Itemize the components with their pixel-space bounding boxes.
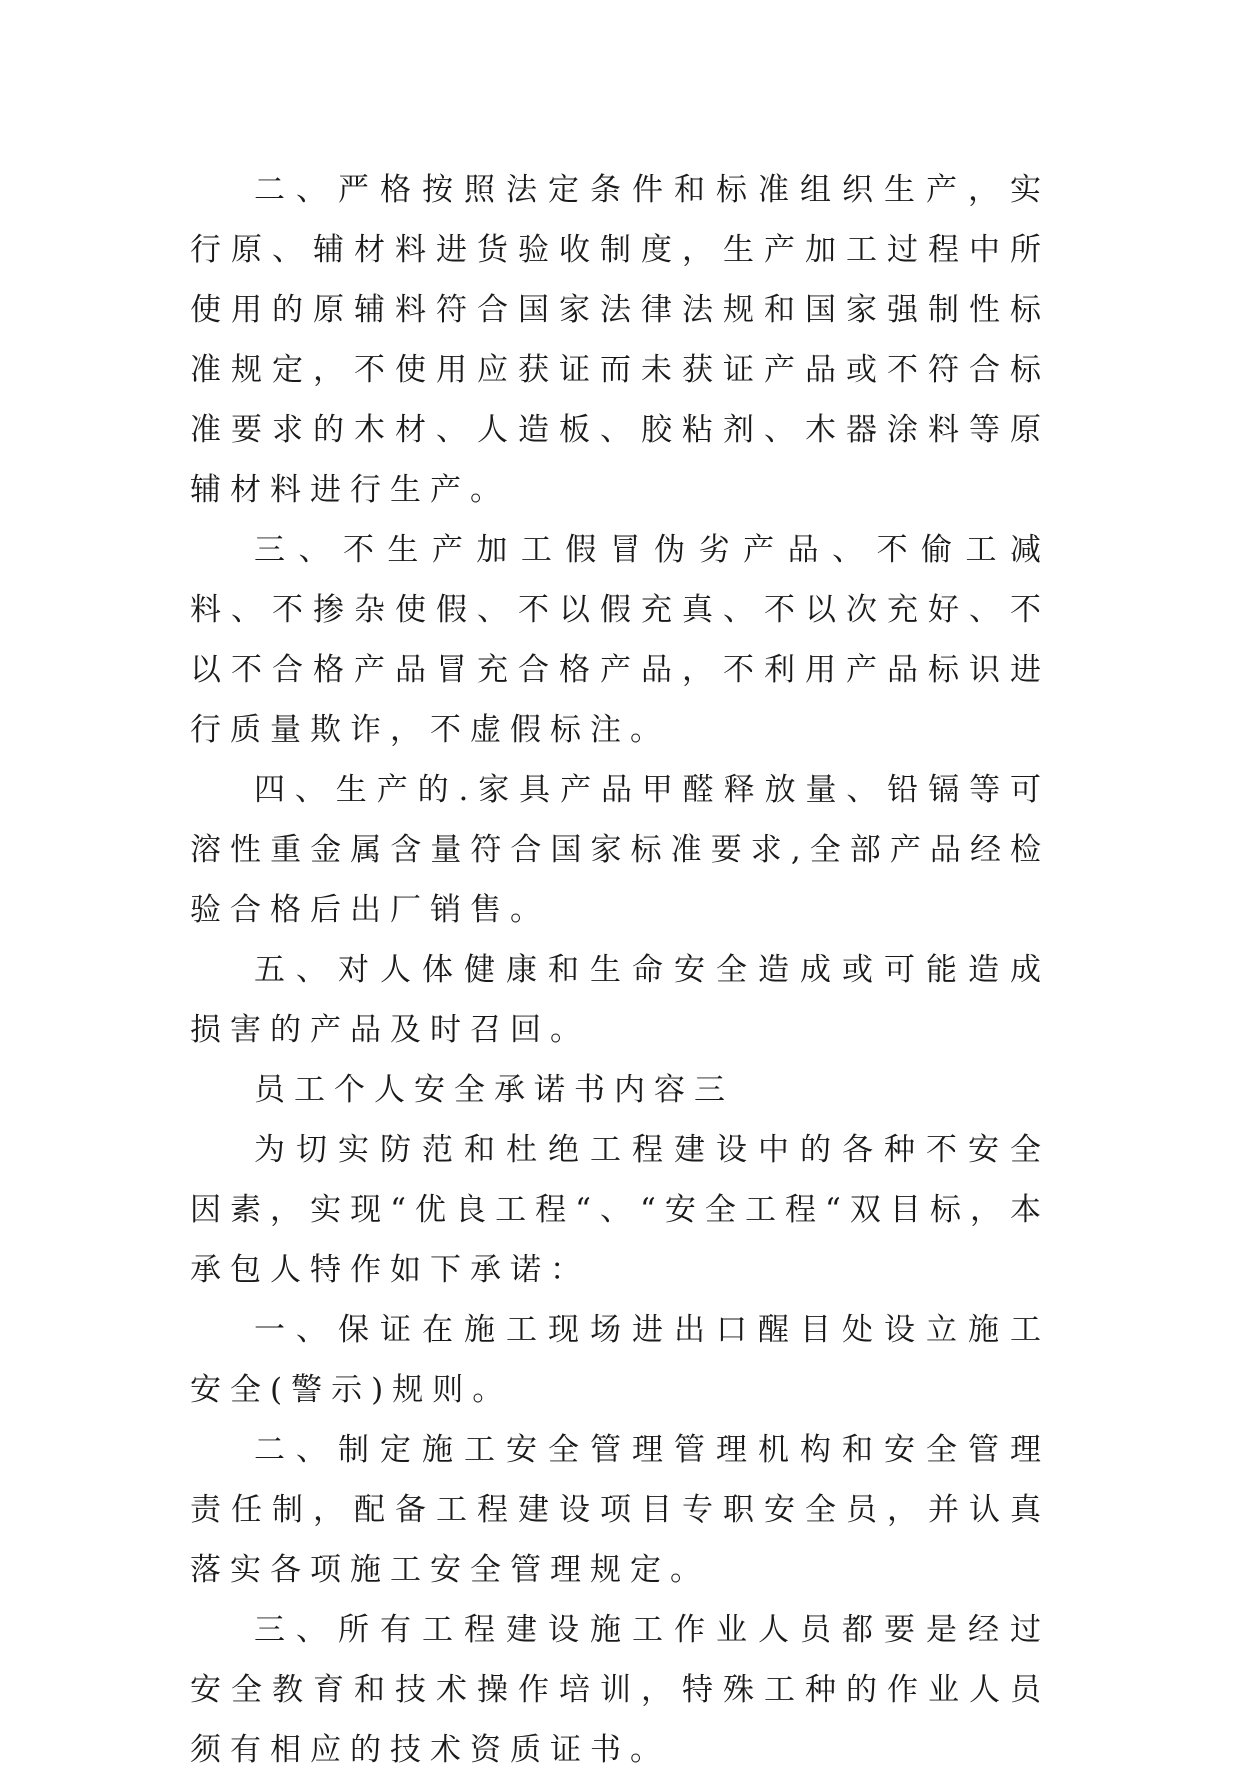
paragraph-2-raw-materials: 二、严格按照法定条件和标准组织生产，实行原、辅材料进货验收制度，生产加工过程中所使用的原辅料符合国家法律法规和国家强制性标准规定，不使用应获证而未获证产品或不符合标准要求的木材、人造板、胶粘剂、木器涂料等原辅材料进行生产。 — [190, 172, 1050, 508]
paragraph-3-training: 三、所有工程建设施工作业人员都要是经过安全教育和技术操作培训，特殊工种的作业人员须有相应的技术资质证书。 — [190, 1612, 1050, 1768]
paragraph-5-recall: 五、对人体健康和生命安全造成或可能造成损害的产品及时召回。 — [190, 952, 1050, 1048]
section-heading: 员工个人安全承诺书内容三 — [254, 1072, 734, 1108]
paragraph-1-warning-rules: 一、保证在施工现场进出口醒目处设立施工安全(警示)规则。 — [190, 1312, 1050, 1408]
paragraph-2-management: 二、制定施工安全管理管理机构和安全管理责任制，配备工程建设项目专职安全员，并认真落实各项施工安全管理规定。 — [190, 1432, 1050, 1588]
document-body — [190, 160, 1050, 1780]
paragraph-intro: 为切实防范和杜绝工程建设中的各种不安全因素，实现“优良工程“、“安全工程“双目标，本承包人特作如下承诺： — [190, 1132, 1050, 1288]
paragraph-3-no-counterfeit: 三、不生产加工假冒伪劣产品、不偷工减料、不掺杂使假、不以假充真、不以次充好、不以不合格产品冒充合格产品，不利用产品标识进行质量欺诈，不虚假标注。 — [190, 532, 1050, 748]
paragraph-4-formaldehyde: 四、生产的.家具产品甲醛释放量、铅镉等可溶性重金属含量符合国家标准要求,全部产品经检验合格后出厂销售。 — [190, 772, 1050, 928]
